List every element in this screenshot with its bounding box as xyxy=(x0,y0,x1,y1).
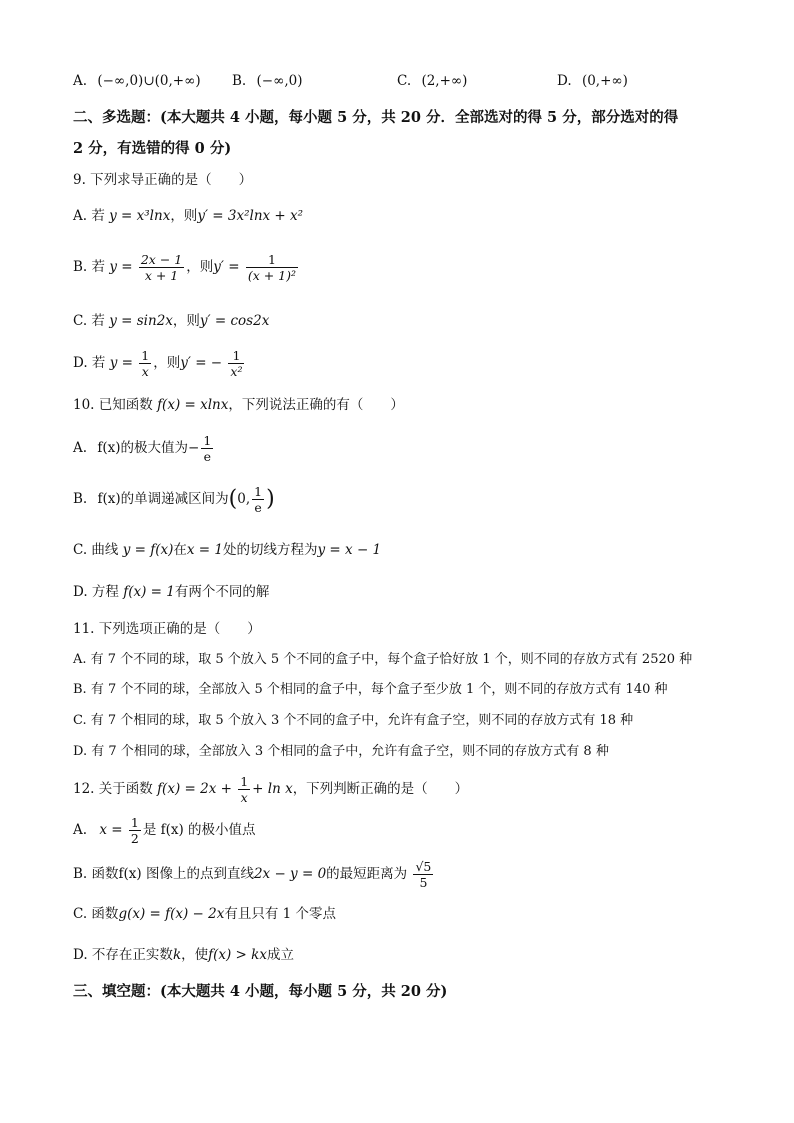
option-b: B. (−∞,0) xyxy=(232,73,303,89)
q10-option-d: D. 方程 f(x) = 1有两个不同的解 xyxy=(73,584,270,600)
q9-option-c: C. 若 y = sin2x，则y′ = cos2x xyxy=(73,313,270,329)
question-9-stem: 9. 下列求导正确的是（ ） xyxy=(73,172,253,188)
section-2-heading-cont: 2 分，有选错的得 0 分) xyxy=(73,140,232,157)
q9-option-a: A. 若 y = x³lnx，则y′ = 3x²lnx + x² xyxy=(73,208,304,224)
fraction: $\frac{1}{x}$ xyxy=(240,774,249,805)
q9-option-b: B. 若 y = $\frac{2x - 1}{x + 1}$ ，则y′ = $\frac{1}{\text{(x + 1)²}}$ xyxy=(73,252,297,283)
q11-option-b: B. 有 7 个不同的球，全部放入 5 个相同的盒子中，每个盒子至少放 1 个，则不同的存放方式有 140 种 xyxy=(73,682,668,697)
q11-option-d: D. 有 7 个相同的球，全部放入 3 个相同的盒子中，允许有盒子空，则不同的存放方式有 8 种 xyxy=(73,744,609,759)
q9-option-d: D. 若 y = $\frac{1}{x}$ ，则y′ = − $\frac{1}{\text{x²}}$ xyxy=(73,348,243,379)
fraction: $\frac{1}{x}$ xyxy=(141,348,150,379)
question-12-stem: 12. 关于函数 f(x) = 2x + $\frac{1}{x}$ + ln x，下列判断正确的是（ ） xyxy=(73,774,469,805)
fraction: $\frac{1}{\text{(x + 1)²}}$ xyxy=(247,252,297,283)
option-a: A. (−∞,0)∪(0,+∞) xyxy=(73,73,201,89)
fraction: $\frac{1}{2}$ xyxy=(130,815,139,846)
q10-option-a: A. f(x)的极大值为− $\frac{1}{e}$ xyxy=(73,433,212,464)
q11-option-a: A. 有 7 个不同的球，取 5 个放入 5 个不同的盒子中，每个盒子恰好放 1 个，则不同的存放方式有 2520 种 xyxy=(73,652,693,667)
section-2-heading: 二、多选题：(本大题共 4 小题，每小题 5 分，共 20 分．全部选对的得 5 分，部分选对的得 xyxy=(73,109,679,126)
section-3-heading: 三、填空题：(本大题共 4 小题，每小题 5 分，共 20 分) xyxy=(73,983,448,1000)
q12-option-c: C. 函数g(x) = f(x) − 2x有且只有 1 个零点 xyxy=(73,906,337,922)
q10-option-c: C. 曲线 y = f(x)在x = 1处的切线方程为y = x − 1 xyxy=(73,542,382,558)
option-d: D. (0,+∞) xyxy=(557,73,628,89)
question-10-stem: 10. 已知函数 f(x) = xlnx，下列说法正确的有（ ） xyxy=(73,397,404,413)
option-c: C. (2,+∞) xyxy=(397,73,468,89)
fraction: $\frac{1}{e}$ xyxy=(203,433,212,464)
q10-option-b: B. f(x)的单调递减区间为(0, $\frac{1}{e}$ ) xyxy=(73,484,275,515)
previous-question-options xyxy=(0,70,794,92)
q12-option-d: D. 不存在正实数k，使f(x) > kx成立 xyxy=(73,947,294,963)
fraction: $\frac{1}{e}$ xyxy=(254,484,263,515)
fraction: $\frac{√5}{5}$ xyxy=(415,859,432,890)
q11-option-c: C. 有 7 个相同的球，取 5 个放入 3 个不同的盒子中，允许有盒子空，则不同的存放方式有 18 种 xyxy=(73,713,634,728)
fraction: $\frac{2x - 1}{x + 1}$ xyxy=(140,252,183,283)
q12-option-a: A. x = $\frac{1}{2}$ 是 f(x) 的极小值点 xyxy=(73,815,256,846)
q12-option-b: B. 函数f(x) 图像上的点到直线2x − y = 0的最短距离为 $\frac{√5}{5}$ xyxy=(73,859,432,890)
fraction: $\frac{1}{\text{x²}}$ xyxy=(230,348,243,379)
question-11-stem: 11. 下列选项正确的是（ ） xyxy=(73,621,261,637)
